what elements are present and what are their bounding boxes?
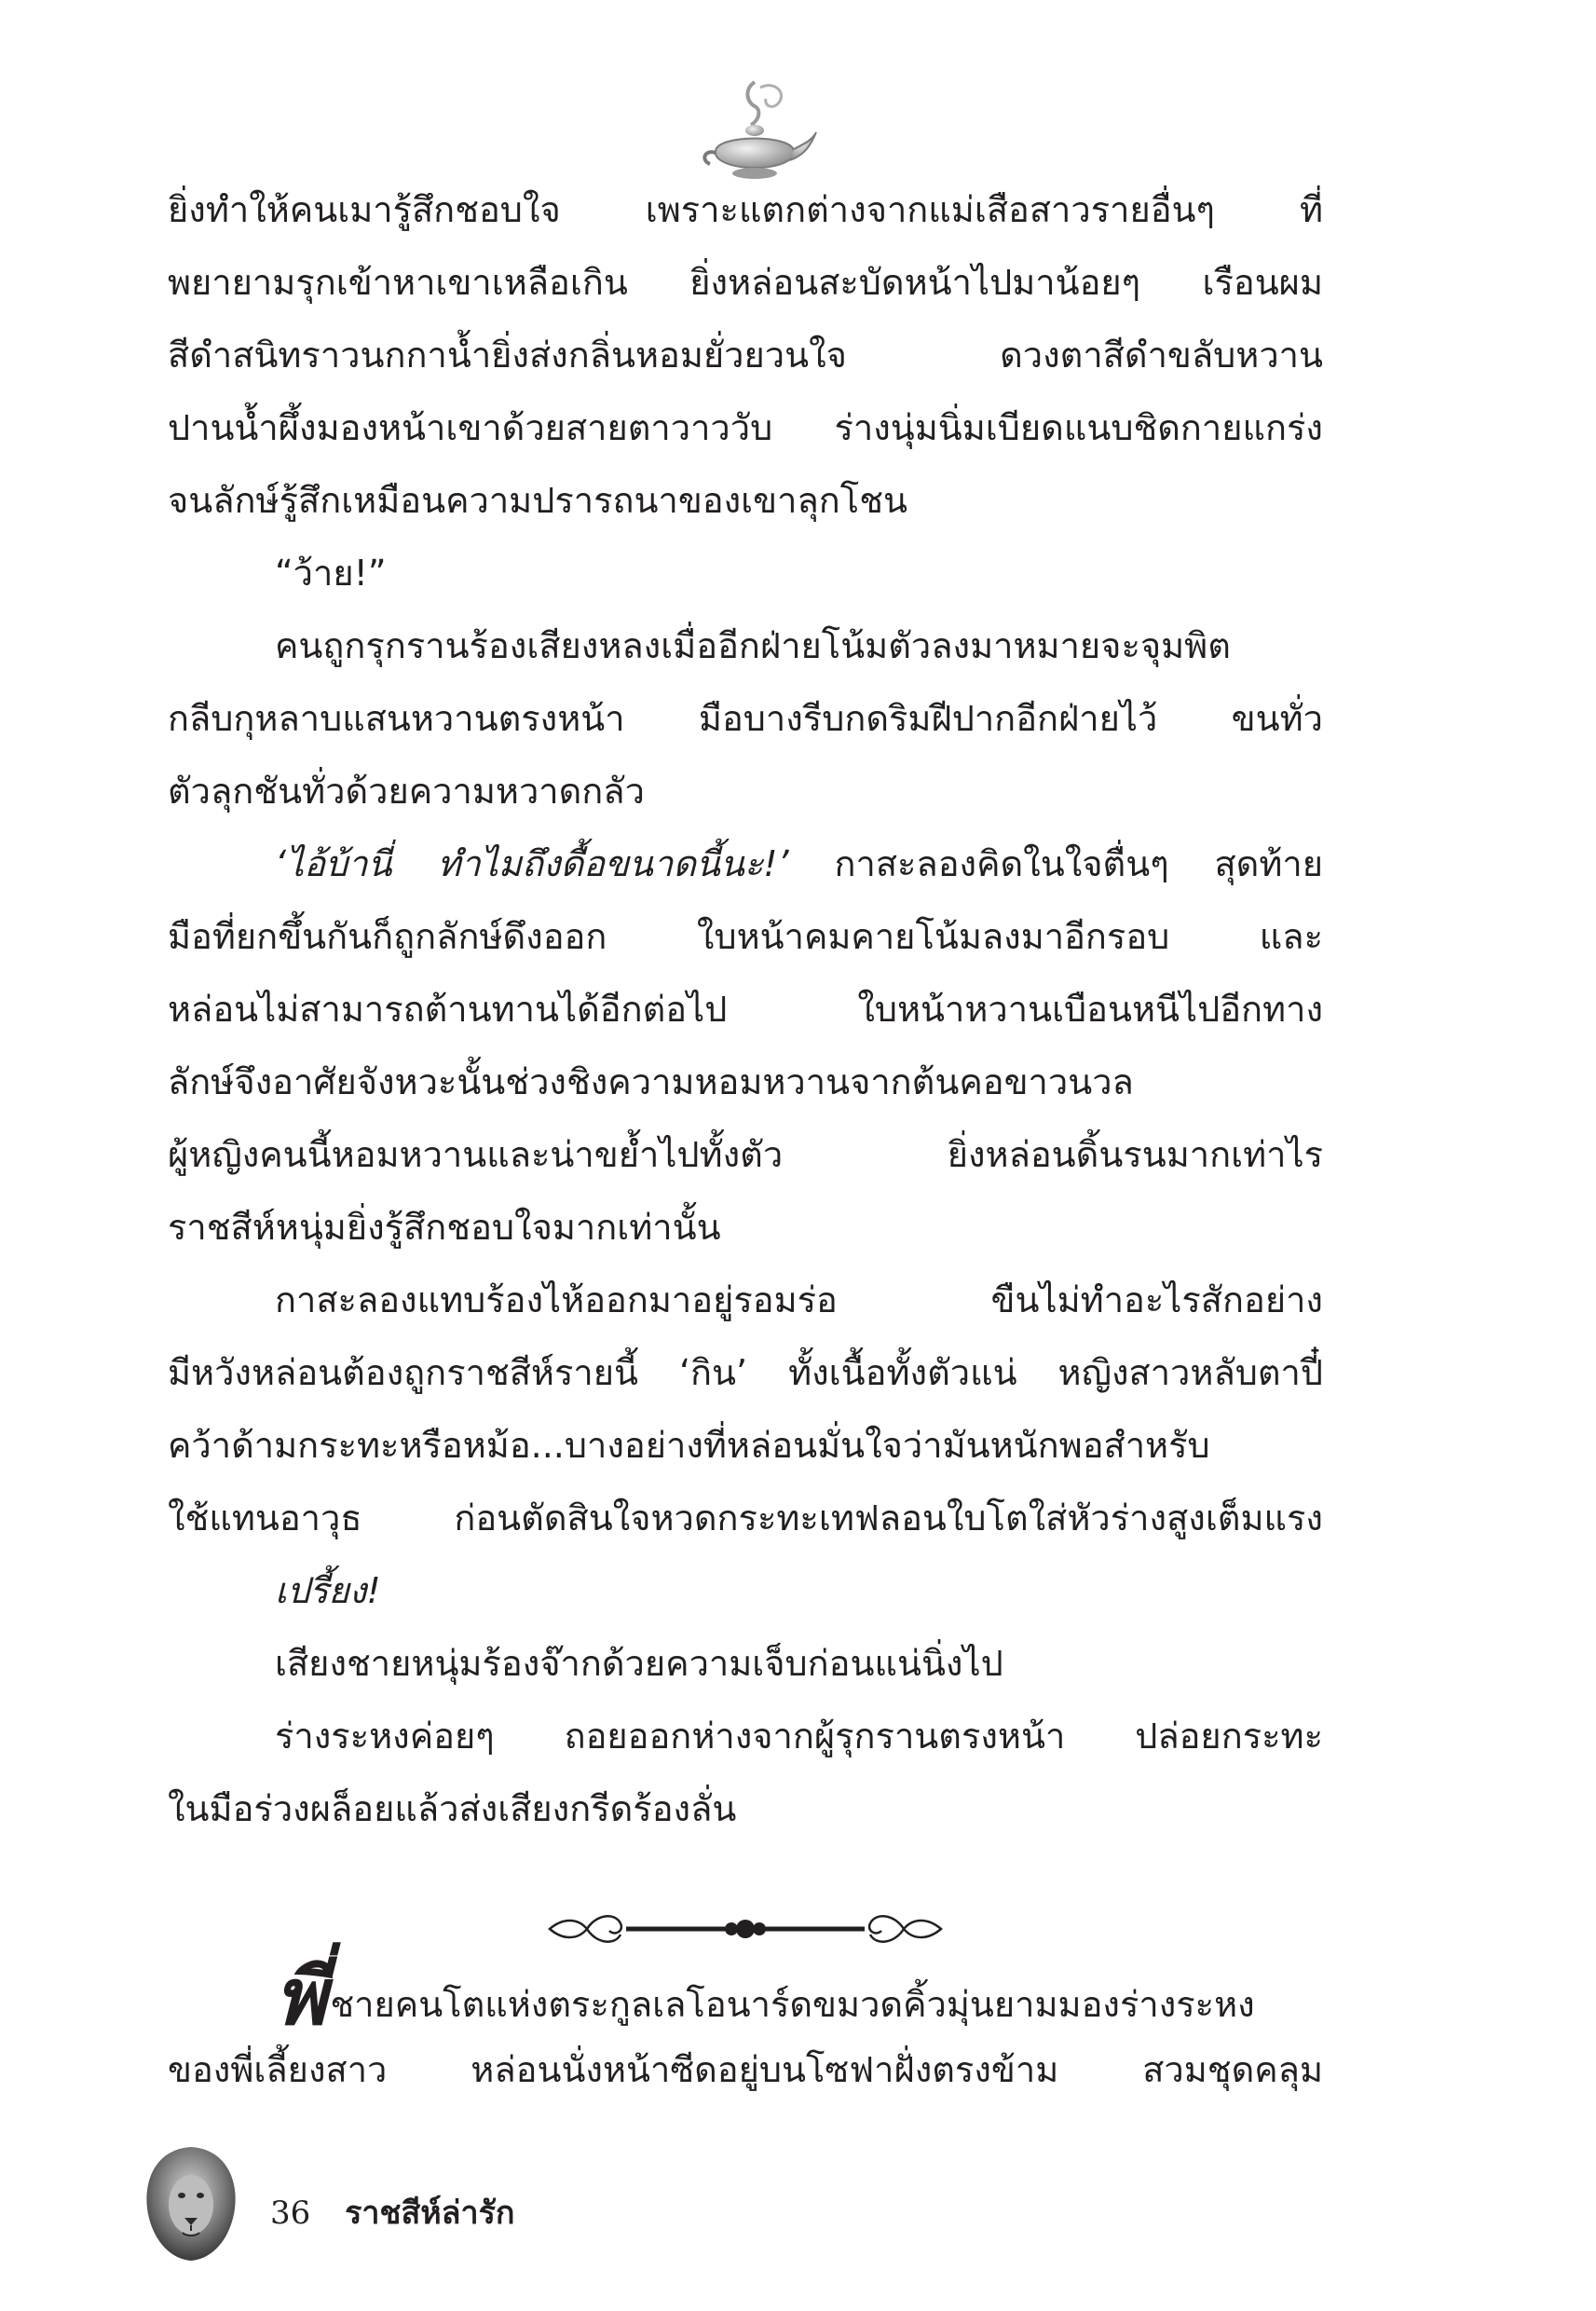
text-line: เสียงชายหนุ่มร้องจ๊ากด้วยความเจ็บก่อนแน่นิ่งไป xyxy=(275,1643,1003,1684)
page-number: 36 xyxy=(270,2195,311,2232)
lion-head-icon xyxy=(140,2143,242,2264)
page-footer xyxy=(270,2185,514,2241)
drop-cap: พี่ xyxy=(275,1950,327,2043)
text-line: ปานน้ำผึ้งมองหน้าเขาด้วยสายตาวาววับ ร่างนุ่มนิ่มเบียดแนบชิดกายแกร่ง xyxy=(168,407,1323,448)
text-line: พยายามรุกเข้าหาเขาเหลือเกิน ยิ่งหล่อนสะบัดหน้าไปมาน้อยๆ เรือนผม xyxy=(168,262,1323,303)
book-title: ราชสีห์ล่ารัก xyxy=(345,2195,515,2232)
text-line: สีดำสนิทราวนกกาน้ำยิ่งส่งกลิ่นหอมยั่วยวนใจ ดวงตาสีดำขลับหวาน xyxy=(168,335,1323,376)
text-line-rest: กาสะลองคิดในใจตื่นๆ สุดท้าย xyxy=(788,843,1324,884)
dialogue-line: “ว้าย!” xyxy=(275,553,387,594)
text-line: ยิ่งทำให้คนเมารู้สึกชอบใจ เพราะแตกต่างจากแม่เสือสาวรายอื่นๆ ที่ xyxy=(168,189,1323,230)
text-line: ลักษ์จึงอาศัยจังหวะนั้นช่วงชิงความหอมหวานจากต้นคอขาวนวล xyxy=(168,1061,1134,1102)
text-line: ใช้แทนอาวุธ ก่อนตัดสินใจหวดกระทะเทฟลอนใบโตใส่หัวร่างสูงเต็มแรง xyxy=(168,1497,1323,1538)
text-line: ตัวลุกชันทั่วด้วยความหวาดกลัว xyxy=(168,771,645,812)
text-line: ราชสีห์หนุ่มยิ่งรู้สึกชอบใจมากเท่านั้น xyxy=(168,1207,721,1248)
text-line: มือที่ยกขึ้นกันก็ถูกลักษ์ดึงออก ใบหน้าคมคายโน้มลงมาอีกรอบ และ xyxy=(168,916,1323,957)
text-line xyxy=(168,1950,1323,2043)
text-line: ของพี่เลี้ยงสาว หล่อนนั่งหน้าซีดอยู่บนโซฟาฝั่งตรงข้าม สวมชุดคลุม xyxy=(168,2049,1323,2090)
text-line: หล่อนไม่สามารถต้านทานได้อีกต่อไป ใบหน้าหวานเบือนหนีไปอีกทาง xyxy=(168,989,1323,1030)
text-line: คนถูกรุกรานร้องเสียงหลงเมื่ออีกฝ่ายโน้มตัวลงมาหมายจะจุมพิต xyxy=(275,625,1231,666)
text-line: จนลักษ์รู้สึกเหมือนความปรารถนาของเขาลุกโชน xyxy=(168,480,907,521)
text-line: คว้าด้ามกระทะหรือหม้อ...บางอย่างที่หล่อนมั่นใจว่ามันหนักพอสำหรับ xyxy=(168,1425,1210,1466)
text-line: ในมือร่วงผล็อยแล้วส่งเสียงกรีดร้องลั่น xyxy=(168,1788,737,1829)
text-line: ร่างระหงค่อยๆ ถอยออกห่างจากผู้รุกรานตรงหน้า ปล่อยกระทะ xyxy=(275,1716,1323,1757)
magic-lamp-genie-icon xyxy=(689,75,820,186)
sound-effect: เปรี้ยง! xyxy=(275,1570,381,1611)
scroll-divider-ornament xyxy=(540,1901,950,1957)
text-line-rest: ชายคนโตแห่งตระกูลเลโอนาร์ดขมวดคิ้วมุ่นยามมองร่างระหง xyxy=(330,1984,1255,2025)
text-line: ผู้หญิงคนนี้หอมหวานและน่าขย้ำไปทั้งตัว ยิ่งหล่อนดิ้นรนมากเท่าไร xyxy=(168,1134,1323,1175)
text-line: กาสะลองแทบร้องไห้ออกมาอยู่รอมร่อ ขืนไม่ทำอะไรสักอย่าง xyxy=(275,1279,1323,1320)
text-line xyxy=(168,831,1323,896)
text-line: กลีบกุหลาบแสนหวานตรงหน้า มือบางรีบกดริมฝีปากอีกฝ่ายไว้ ขนทั่ว xyxy=(168,698,1323,739)
inner-thought: ‘ไอ้บ้านี่ ทำไมถึงดื้อขนาดนี้นะ!’ xyxy=(275,843,789,884)
text-line: มีหวังหล่อนต้องถูกราชสีห์รายนี้ ‘กิน’ ทั้งเนื้อทั้งตัวแน่ หญิงสาวหลับตาปี๋ xyxy=(168,1352,1323,1393)
